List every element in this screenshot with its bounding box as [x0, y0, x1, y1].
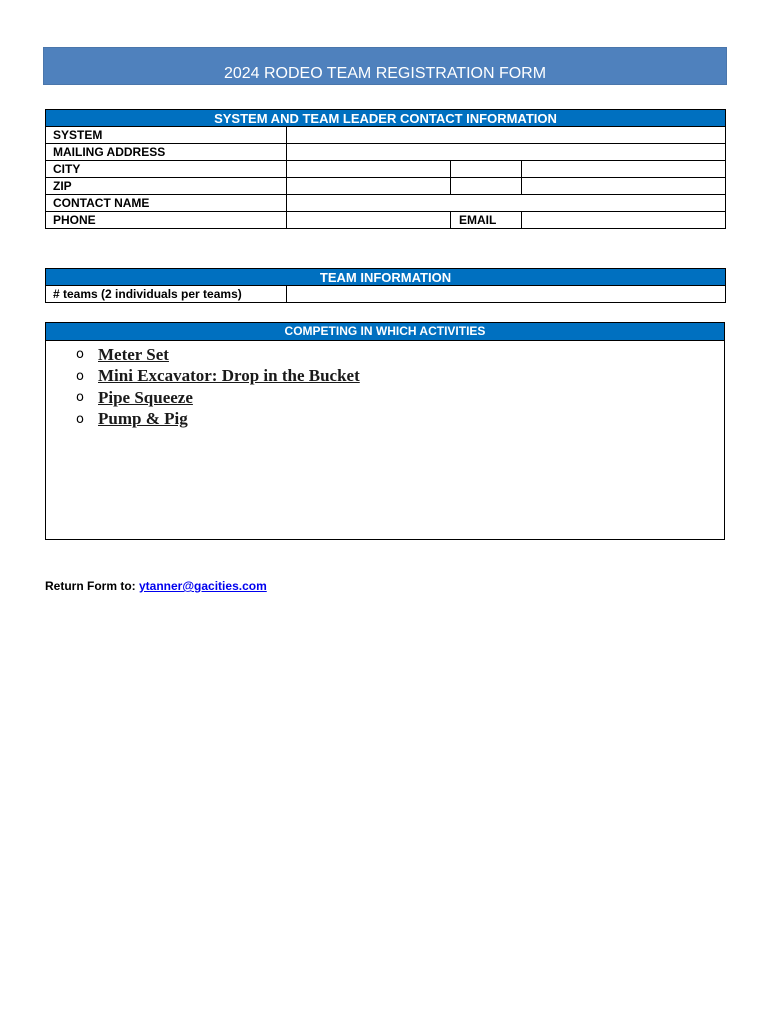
system-label: SYSTEM — [46, 127, 287, 144]
return-form-line — [45, 579, 267, 593]
team-section-heading: TEAM INFORMATION — [46, 269, 726, 286]
phone-field[interactable] — [287, 212, 451, 229]
zip-label: ZIP — [46, 178, 287, 195]
mailing-address-field[interactable] — [287, 144, 726, 161]
contact-section-heading: SYSTEM AND TEAM LEADER CONTACT INFORMATION — [46, 110, 726, 127]
activity-pump-pig: Pump & Pig — [98, 409, 188, 429]
activity-meter-set: Meter Set — [98, 344, 169, 364]
contact-name-field[interactable] — [287, 195, 726, 212]
form-title: 2024 RODEO TEAM REGISTRATION FORM — [223, 65, 547, 82]
zip-field[interactable] — [287, 178, 451, 195]
circle-bullet-icon: o — [76, 411, 84, 427]
activities-box — [45, 322, 725, 540]
contact-info-table — [45, 109, 726, 229]
list-item[interactable] — [76, 366, 724, 388]
city-label: CITY — [46, 161, 287, 178]
activity-list — [46, 341, 724, 430]
list-item[interactable] — [76, 409, 724, 431]
list-item[interactable] — [76, 387, 724, 409]
phone-label: PHONE — [46, 212, 287, 229]
city-field[interactable] — [287, 161, 451, 178]
form-title-bar — [43, 47, 727, 85]
mailing-address-label: MAILING ADDRESS — [46, 144, 287, 161]
email-field[interactable] — [522, 212, 726, 229]
city-extra-field[interactable] — [522, 161, 726, 178]
teams-label: # teams (2 individuals per teams) — [46, 286, 287, 303]
activity-pipe-squeeze: Pipe Squeeze — [98, 387, 193, 407]
zip-extra-field[interactable] — [451, 178, 522, 195]
team-info-table — [45, 268, 726, 303]
state-field[interactable] — [451, 161, 522, 178]
return-email-link[interactable]: ytanner@gacities.com — [139, 579, 267, 593]
circle-bullet-icon: o — [76, 347, 84, 363]
list-item[interactable] — [76, 344, 724, 366]
activity-mini-excavator: Mini Excavator: Drop in the Bucket — [98, 366, 360, 386]
contact-name-label: CONTACT NAME — [46, 195, 287, 212]
circle-bullet-icon: o — [76, 368, 84, 384]
zip-extra-field-2[interactable] — [522, 178, 726, 195]
return-label: Return Form to: — [45, 579, 136, 593]
system-field[interactable] — [287, 127, 726, 144]
teams-field[interactable] — [287, 286, 726, 303]
activities-section-heading: COMPETING IN WHICH ACTIVITIES — [46, 323, 724, 341]
circle-bullet-icon: o — [76, 390, 84, 406]
email-label: EMAIL — [451, 212, 522, 229]
